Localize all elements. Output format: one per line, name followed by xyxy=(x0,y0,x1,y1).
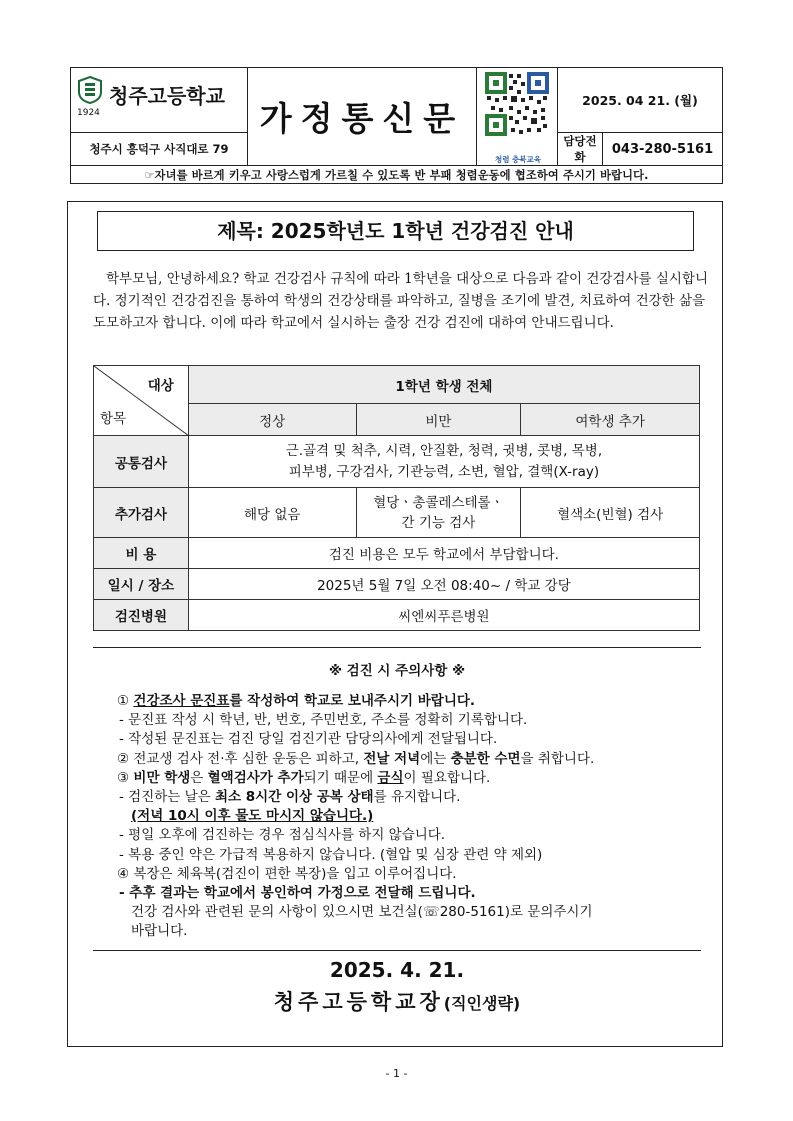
extra-test-obese-line-1: 혈당ㆍ총콜레스테롤ㆍ xyxy=(373,494,504,511)
checkup-table xyxy=(93,365,700,631)
page-number: - 1 - xyxy=(385,1067,408,1080)
seal-omitted-note: (직인생략) xyxy=(443,994,521,1013)
intro-text: 학부모님, 안녕하세요? 학교 건강검사 규칙에 따라 1학년을 대상으로 다음과 같이 건강검사를 실시합니다. 정기적인 건강검진을 통하여 학생의 건강상태를 파악하고, 질병을 조기에 발견, 치료하여 건강한 삶을 도모하고자 합니다. 이에 따라 학교에서 실시하는 출장 건강 검진에 대하여 안내드립니다. xyxy=(93,271,709,331)
col-normal-header: 정상 xyxy=(188,404,356,436)
cost-label: 비 용 xyxy=(94,538,189,569)
document-title: 가정통신문 xyxy=(248,68,477,166)
intro-paragraph xyxy=(93,268,710,334)
note-4b: 건강 검사와 관련된 문의 사항이 있으시면 보건실(☏280-5161)로 문의주시기 xyxy=(131,904,593,921)
phone-number: 043-280-5161 xyxy=(603,133,723,166)
note-3c: - 평일 오후에 검진하는 경우 점심식사를 하지 않습니다. xyxy=(119,827,446,844)
founded-year: 1924 xyxy=(77,108,100,118)
common-test-line-2: 피부병, 구강검사, 기관능력, 소변, 혈압, 결핵(X-ray) xyxy=(288,463,600,480)
note-1: ① 건강조사 문진표를 작성하여 학교로 보내주시기 바랍니다. xyxy=(117,693,476,709)
corner-item-label: 항목 xyxy=(100,411,127,427)
qr-cell xyxy=(477,68,558,166)
cost-value: 검진 비용은 모두 학교에서 부담합니다. xyxy=(188,538,699,569)
note-1a: - 문진표 작성 시 학년, 반, 번호, 주민번호, 주소를 정확히 기록합니다. xyxy=(119,712,528,729)
qr-caption: 청렴 충북교육 xyxy=(494,155,542,164)
note-3d: - 복용 중인 약은 가급적 복용하지 않습니다. (혈압 및 심장 관련 약 제외) xyxy=(119,846,543,863)
footer-date: 2025. 4. 21. xyxy=(329,958,465,982)
note-1b: - 작성된 문진표는 검진 당일 검진기관 담당의사에게 전달됩니다. xyxy=(119,731,498,748)
school-name: 청주고등학교 xyxy=(109,84,225,108)
schedule-value: 2025년 5월 7일 오전 08:40~ / 학교 강당 xyxy=(188,569,699,600)
qr-code-icon xyxy=(485,72,549,148)
common-test-value xyxy=(188,436,699,488)
note-3b: (저녁 10시 이후 물도 마시지 않습니다.) xyxy=(131,808,374,825)
header-table xyxy=(70,67,723,184)
slogan: ☞자녀를 바르게 키우고 사랑스럽게 가르칠 수 있도록 반 부패 청렴운동에 협조하여 주시기 바랍니다. xyxy=(71,166,723,184)
common-test-label: 공통검사 xyxy=(94,436,189,488)
school-address: 청주시 흥덕구 사직대로 79 xyxy=(71,133,248,166)
common-test-line-1: 근.골격 및 척추, 시력, 안질환, 청력, 귓병, 콧병, 목병, xyxy=(285,442,603,459)
extra-test-obese-line-2: 간 기능 검사 xyxy=(401,514,476,531)
note-4a: - 추후 결과는 학교에서 봉인하여 가정으로 전달해 드립니다. xyxy=(119,885,476,902)
note-2: ② 전교생 검사 전·후 심한 운동은 피하고, 전날 저녁에는 충분한 수면을 취합니다. xyxy=(117,750,595,767)
school-cell xyxy=(71,68,248,133)
hospital-value: 씨엔씨푸른병원 xyxy=(188,600,699,631)
target-header: 1학년 학생 전체 xyxy=(188,366,699,404)
extra-test-female: 혈색소(빈혈) 검사 xyxy=(521,488,700,538)
school-emblem-icon xyxy=(77,76,103,104)
col-female-header: 여학생 추가 xyxy=(521,404,700,436)
caution-title: ※ 검진 시 주의사항 ※ xyxy=(328,663,466,679)
note-3a: - 검진하는 날은 최소 8시간 이상 공복 상태를 유지합니다. xyxy=(119,789,461,806)
extra-test-normal: 해당 없음 xyxy=(188,488,356,538)
principal-title: 청주고등학교장 xyxy=(273,990,444,1014)
divider-top xyxy=(93,647,701,648)
note-3: ③ 비만 학생은 혈액검사가 추가되기 때문에 금식이 필요합니다. xyxy=(117,769,491,786)
hospital-label: 검진병원 xyxy=(94,600,189,631)
extra-test-obese xyxy=(356,488,521,538)
issue-date: 2025. 04 21. (월) xyxy=(558,68,723,133)
note-4c: 바랍니다. xyxy=(131,923,188,940)
schedule-label: 일시 / 장소 xyxy=(94,569,189,600)
subject-title: 제목: 2025학년도 1학년 건강검진 안내 xyxy=(97,211,694,251)
col-obese-header: 비만 xyxy=(356,404,521,436)
phone-label: 담당전화 xyxy=(558,133,603,166)
divider-bottom xyxy=(93,950,701,951)
note-4: ④ 복장은 체육복(검진이 편한 복장)을 입고 이루어집니다. xyxy=(117,865,457,882)
corner-target-label: 대상 xyxy=(147,378,174,394)
table-corner-cell xyxy=(94,366,189,436)
extra-test-label: 추가검사 xyxy=(94,488,189,538)
principal-signature xyxy=(93,986,701,1016)
caution-notes xyxy=(117,692,707,942)
